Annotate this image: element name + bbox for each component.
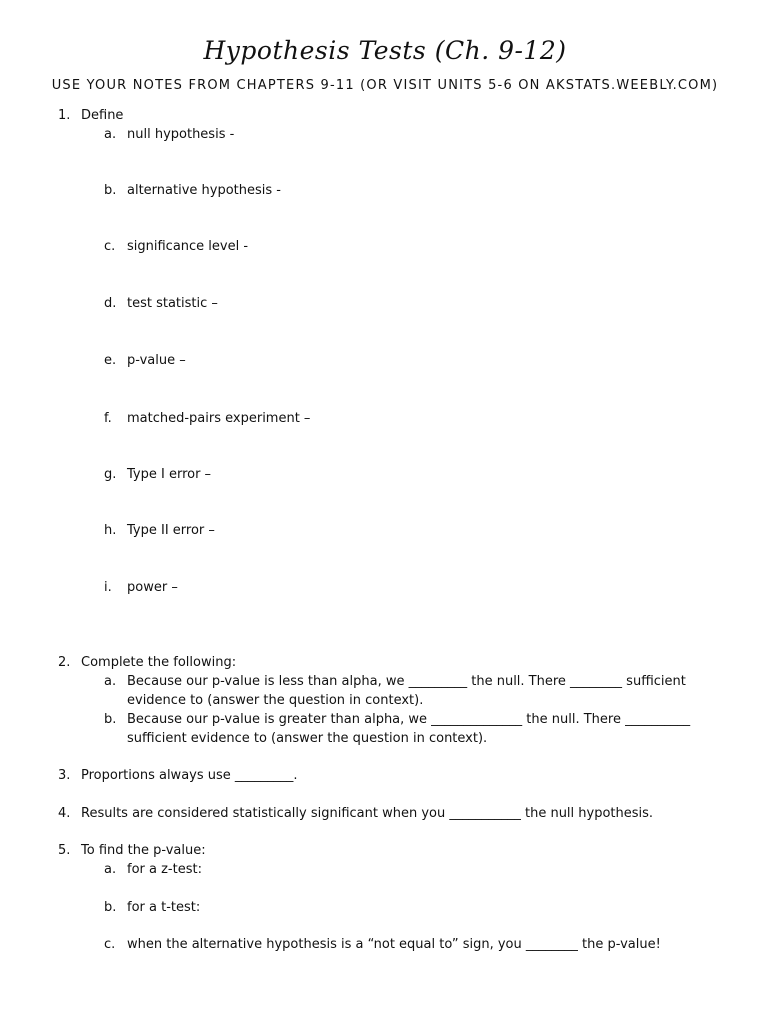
item-text: test statistic –: [127, 296, 218, 311]
item-letter: b.: [104, 900, 117, 915]
question-text: Define: [81, 108, 124, 123]
item-text: when the alternative hypothesis is a “not equal to” sign, you ________ the p-value!: [127, 937, 661, 952]
question-number: 4.: [58, 806, 71, 821]
item-text: power –: [127, 580, 178, 595]
item-letter: a.: [104, 862, 117, 877]
item-text: p-value –: [127, 353, 186, 368]
item-text: matched-pairs experiment –: [127, 411, 311, 426]
item-letter: f.: [104, 411, 112, 426]
question-number: 2.: [58, 655, 71, 670]
item-text: evidence to (answer the question in context).: [127, 693, 424, 708]
item-text: significance level -: [127, 239, 249, 254]
item-letter: g.: [104, 467, 117, 482]
worksheet-subtitle: USE YOUR NOTES FROM CHAPTERS 9-11 (OR VISIT UNITS 5-6 ON AKSTATS.WEEBLY.COM): [51, 78, 719, 93]
worksheet-title: Hypothesis Tests (Ch. 9-12): [203, 36, 567, 65]
item-letter: i.: [104, 580, 112, 595]
item-letter: h.: [104, 523, 117, 538]
item-text: alternative hypothesis -: [127, 183, 281, 198]
item-text: Type I error –: [127, 467, 212, 482]
item-letter: d.: [104, 296, 117, 311]
question-number: 3.: [58, 768, 71, 783]
item-text: Because our p-value is greater than alpha, we ______________ the null. There __________: [127, 712, 691, 727]
question-text: Proportions always use _________.: [81, 768, 298, 783]
item-letter: c.: [104, 239, 116, 254]
question-number: 5.: [58, 843, 71, 858]
question-text: To find the p-value:: [81, 843, 206, 858]
question-text: Complete the following:: [81, 655, 237, 670]
item-text: null hypothesis -: [127, 127, 235, 142]
item-letter: b.: [104, 183, 117, 198]
item-letter: a.: [104, 674, 117, 689]
item-text: for a t-test:: [127, 900, 201, 915]
item-text: for a z-test:: [127, 862, 202, 877]
question-text: Results are considered statistically significant when you ___________ the null hypothesis.: [81, 806, 654, 821]
item-text: sufficient evidence to (answer the question in context).: [127, 731, 488, 746]
item-letter: a.: [104, 127, 117, 142]
item-text: Type II error –: [127, 523, 215, 538]
question-number: 1.: [58, 108, 71, 123]
item-letter: c.: [104, 937, 116, 952]
item-letter: b.: [104, 712, 117, 727]
item-letter: e.: [104, 353, 117, 368]
item-text: Because our p-value is less than alpha, we _________ the null. There ________ sufficient: [127, 674, 686, 689]
